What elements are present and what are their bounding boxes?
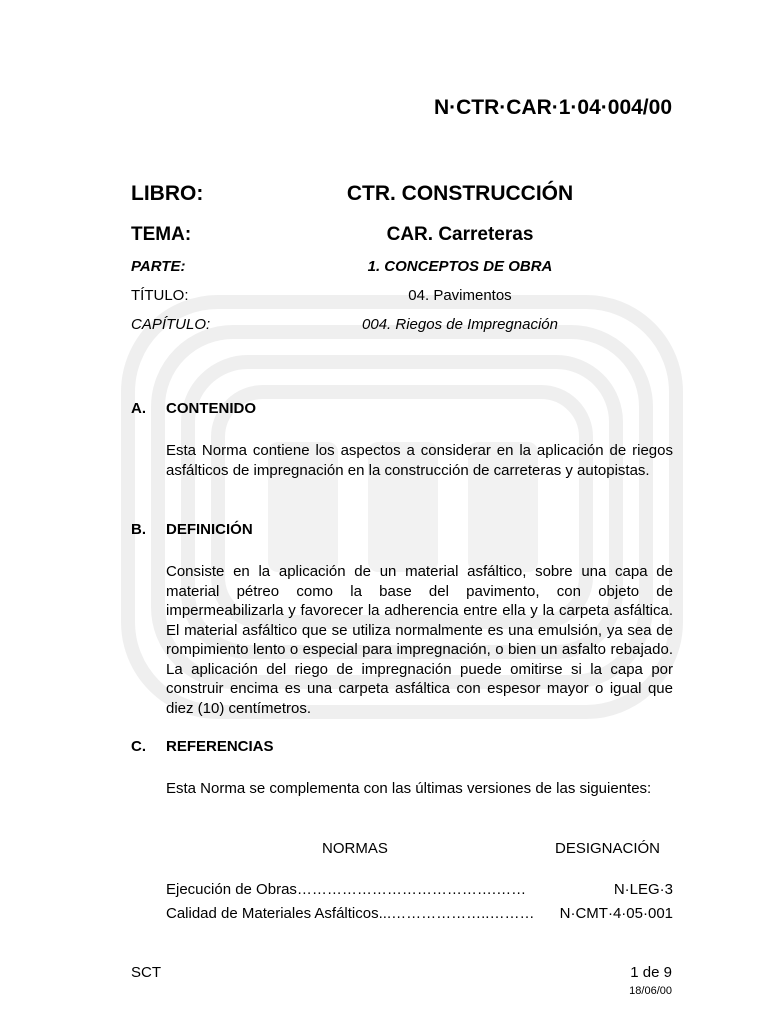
libro-value: CTR. CONSTRUCCIÓN bbox=[346, 182, 574, 205]
section-b-letter: B. bbox=[131, 521, 146, 538]
references-col-normas: NORMAS bbox=[322, 840, 388, 857]
reference-leader-dots: ...………………..……… bbox=[378, 905, 535, 922]
reference-code: N·LEG·3 bbox=[613, 881, 673, 898]
tema-label: TEMA: bbox=[131, 224, 192, 245]
capitulo-value: 004. Riegos de Impregnación bbox=[362, 316, 558, 333]
section-a-letter: A. bbox=[131, 400, 146, 417]
section-a-text: Esta Norma contiene los aspectos a considerar en la aplicación de riegos asfálticos de impregnación en la construcción de carreteras y autopistas. bbox=[166, 442, 673, 479]
section-c-text: Esta Norma se complementa con las últimas versiones de las siguientes: bbox=[166, 780, 652, 797]
section-b-text: Consiste en la aplicación de un material asfáltico, sobre una capa de material pétreo como la base del pavimento, con objeto de impermeabilizarla y favorecer la adherencia entre ella y la carpeta asfáltica. El material asfáltico que se utiliza normalmente es una emulsión, ya sea de rompimiento lento o especial para impregnación, o bien un asfalto rebajado. La aplicación del riego de impregnación puede omitirse si la capa por construir encima es una carpeta asfáltica con espesor mayor o igual que diez (10) centímetros. bbox=[166, 563, 673, 717]
libro-label: LIBRO: bbox=[131, 182, 204, 205]
reference-leader-dots: ………………………………….…… bbox=[296, 881, 527, 898]
section-c-letter: C. bbox=[131, 738, 146, 755]
section-b-title: DEFINICIÓN bbox=[166, 521, 253, 538]
footer-page-number: 1 de 9 bbox=[630, 964, 672, 981]
capitulo-label: CAPÍTULO: bbox=[131, 316, 211, 333]
tema-value: CAR. Carreteras bbox=[386, 224, 534, 245]
section-a-title: CONTENIDO bbox=[166, 400, 256, 417]
titulo-label: TÍTULO: bbox=[131, 287, 189, 304]
reference-row bbox=[166, 905, 673, 922]
references-col-designacion: DESIGNACIÓN bbox=[555, 840, 661, 857]
reference-name: Ejecución de Obras bbox=[166, 881, 297, 898]
footer-date: 18/06/00 bbox=[629, 985, 672, 997]
reference-name: Calidad de Materiales Asfálticos bbox=[166, 905, 379, 922]
footer-org: SCT bbox=[131, 964, 161, 981]
reference-row bbox=[166, 881, 673, 898]
parte-value: 1. CONCEPTOS DE OBRA bbox=[367, 258, 553, 275]
parte-label: PARTE: bbox=[131, 258, 186, 275]
document-code: N·CTR·CAR·1·04·004/00 bbox=[433, 96, 672, 119]
section-c-title: REFERENCIAS bbox=[166, 738, 274, 755]
reference-code: N·CMT·4·05·001 bbox=[559, 905, 673, 922]
titulo-value: 04. Pavimentos bbox=[408, 287, 512, 304]
